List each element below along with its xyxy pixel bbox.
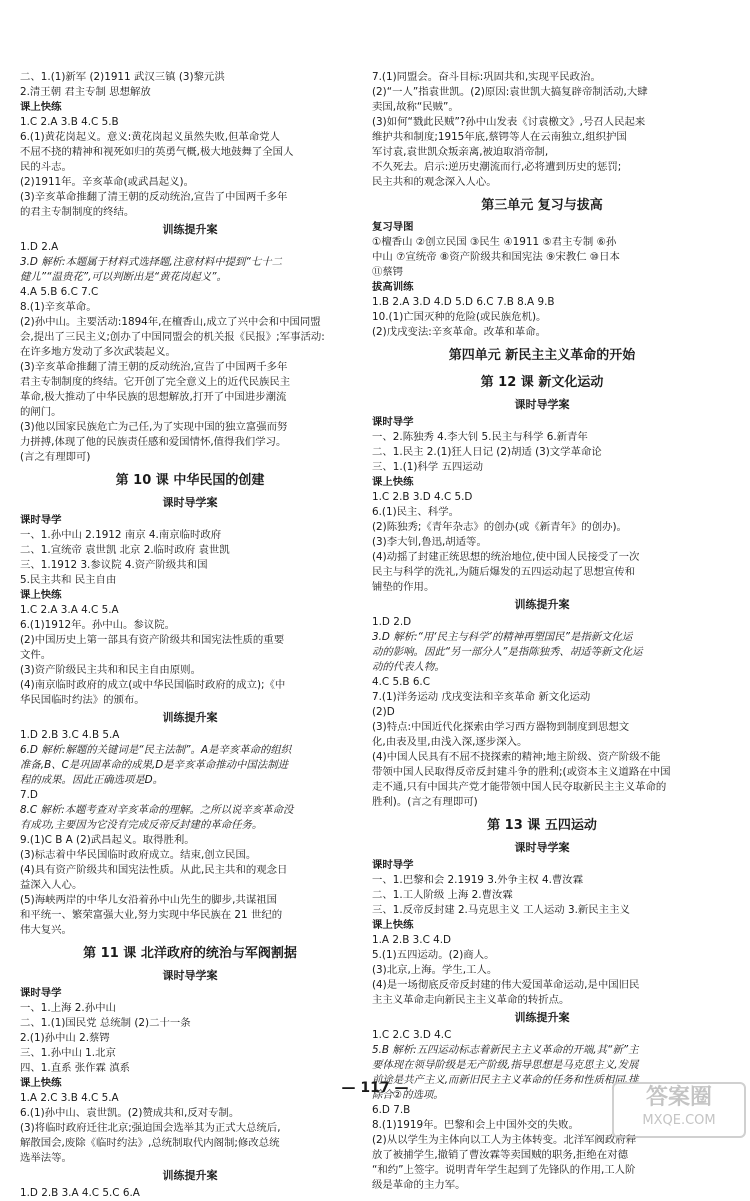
- text-line: 1.B 2.A 3.D 4.D 5.D 6.C 7.B 8.A 9.B: [372, 296, 555, 308]
- text-line: 4.A 5.B 6.C 7.C: [20, 286, 99, 298]
- analysis-line: 准备,B、C是巩固革命的成果,D是辛亥革命推动中国法制进: [20, 759, 288, 771]
- analysis-line: 要体现在领导阶级是无产阶级,指导思想是马克思主义,发展: [372, 1059, 639, 1071]
- text-line: 民的斗志。: [20, 161, 72, 173]
- section-label: 课时导学: [372, 416, 414, 428]
- text-line: 1.A 2.C 3.B 4.C 5.A: [20, 1092, 119, 1104]
- analysis-line: 3.D 解析:本题属于材料式选择题,注意材料中提到“七十二: [20, 256, 282, 268]
- text-line: 放了被捕学生,撤销了曹汝霖等卖国贼的职务,拒绝在对德: [372, 1149, 628, 1161]
- subsection-heading: 训练提升案: [162, 711, 218, 724]
- text-line: 7.D: [20, 789, 38, 801]
- text-line: (3)如何“戮此民贼”?孙中山发表《讨袁檄文》,号召人民起来: [372, 116, 646, 128]
- text-line: 三、1.反帝反封建 2.马克思主义 工人运动 3.新民主主义: [372, 904, 630, 916]
- text-line: (2)孙中山。主要活动:1894年,在檀香山,成立了兴中会和中国同盟: [20, 316, 321, 328]
- text-line: 二、1.工人阶级 上海 2.曹汝霖: [372, 889, 513, 901]
- text-line: 6.(1)民主、科学。: [372, 506, 459, 518]
- text-line: (言之有理即可): [20, 451, 91, 463]
- text-line: 1.C 2.C 3.D 4.C: [372, 1029, 452, 1041]
- text-line: 6.(1)1912年。孙中山。参议院。: [20, 619, 175, 631]
- analysis-line: 有成功,主要因为它没有完成反帝反封建的革命任务。: [20, 819, 263, 831]
- text-line: ①檀香山 ②创立民国 ③民生 ④1911 ⑤君主专制 ⑥孙: [372, 236, 617, 248]
- subsection-heading: 训练提升案: [162, 1169, 218, 1182]
- text-line: 一、1.巴黎和会 2.1919 3.外争主权 4.曹汝霖: [372, 874, 584, 886]
- lesson-heading: 第 10 课 中华民国的创建: [115, 473, 265, 488]
- text-line: (5)海峡两岸的中华儿女沿着孙中山先生的脚步,共谋祖国: [20, 894, 278, 906]
- text-line: 三、1.孙中山 1.北京: [20, 1047, 116, 1059]
- text-line: 不屈不挠的精神和视死如归的英勇气概,极大地鼓舞了全国人: [20, 146, 294, 158]
- text-line: 8.(1)辛亥革命。: [20, 301, 97, 313]
- text-line: 2.清王朝 君主专制 思想解放: [20, 86, 151, 98]
- watermark-logo: [612, 1082, 746, 1138]
- text-line: 二、1.(1)国民党 总统制 (2)二十一条: [20, 1017, 191, 1029]
- text-line: ⑪蔡锷: [372, 266, 404, 278]
- text-line: 1.D 2.B 3.C 4.B 5.A: [20, 729, 120, 741]
- analysis-line: 6.D 解析:解题的关键词是“民主法制”。A是辛亥革命的组织: [20, 744, 292, 756]
- subsection-heading: 课时导学案: [514, 398, 570, 411]
- text-line: (4)具有资产阶级共和国宪法性质。从此,民主共和的观念日: [20, 864, 288, 876]
- lesson-heading: 第 13 课 五四运动: [487, 818, 597, 833]
- text-line: 四、1.直系 张作霖 滇系: [20, 1062, 131, 1074]
- text-line: 和平统一、繁荣富强大业,努力实现中华民族在 21 世纪的: [20, 909, 283, 921]
- text-line: 1.A 2.B 3.C 4.D: [372, 934, 452, 946]
- right-column: [372, 70, 712, 1193]
- watermark-text: 答案圈: [645, 1085, 712, 1110]
- text-line: (3)北京,上海。学生,工人。: [372, 964, 498, 976]
- text-line: 文件。: [20, 649, 52, 661]
- text-line: 1.D 2.B 3.A 4.C 5.C 6.A: [20, 1187, 140, 1199]
- text-line: 三、1.1912 3.参议院 4.资产阶级共和国: [20, 559, 208, 571]
- text-line: 铺垫的作用。: [372, 581, 435, 593]
- lesson-heading: 第四单元 新民主主义革命的开始: [448, 348, 636, 363]
- text-line: 10.(1)亡国灭种的危险(或民族危机)。: [372, 311, 547, 323]
- text-line: 会,提出了三民主义;创办了中国同盟会的机关报《民报》;军事活动:: [20, 331, 325, 343]
- text-line: 主主义革命走向新民主主义革命的转折点。: [372, 994, 570, 1006]
- text-line: 二、1.民主 2.(1)狂人日记 (2)胡适 (3)文学革命论: [372, 446, 602, 458]
- analysis-line: 动的影响。因此“另一部分人”是指陈独秀、胡适等新文化运: [372, 646, 643, 658]
- subsection-heading: 训练提升案: [514, 1011, 570, 1024]
- text-line: 中山 ⑦宣统帝 ⑧资产阶级共和国宪法 ⑨宋教仁 ⑩日本: [372, 251, 620, 263]
- text-line: 革命,极大推动了中华民族的思想解放,打开了中国进步潮流: [20, 391, 287, 403]
- text-line: 军讨袁,袁世凯众叛亲离,被迫取消帝制,: [372, 146, 549, 158]
- text-line: 在许多地方发动了多次武装起义。: [20, 346, 176, 358]
- section-label: 课上快练: [372, 476, 414, 488]
- subsection-heading: 课时导学案: [162, 969, 218, 982]
- text-line: 一、2.陈独秀 4.李大钊 5.民主与科学 6.新青年: [372, 431, 588, 443]
- subsection-heading: 训练提升案: [162, 223, 218, 236]
- section-label: 拔高训练: [372, 281, 414, 293]
- text-line: (2)“一人”指袁世凯。(2)原因:袁世凯大搞复辟帝制活动,大肆: [372, 86, 648, 98]
- text-line: 7.(1)洋务运动 戊戌变法和辛亥革命 新文化运动: [372, 691, 591, 703]
- text-line: 9.(1)C B A (2)武昌起义。取得胜利。: [20, 834, 195, 846]
- text-line: 2.(1)孙中山 2.蔡锷: [20, 1032, 110, 1044]
- text-line: 力拼搏,体现了他的民族责任感和爱国情怀,值得我们学习。: [20, 436, 287, 448]
- text-line: 级是革命的主力军。: [372, 1179, 466, 1191]
- text-line: 一、1.上海 2.孙中山: [20, 1002, 116, 1014]
- text-line: 6.(1)黄花岗起义。意义:黄花岗起义虽然失败,但革命党人: [20, 131, 281, 143]
- text-line: (3)辛亥革命推翻了清王朝的反动统治,宣告了中国两千多年: [20, 361, 288, 373]
- section-label: 课上快练: [20, 1077, 62, 1089]
- section-label: 课上快练: [20, 589, 62, 601]
- text-line: 化,由表及里,由浅入深,逐步深入。: [372, 736, 528, 748]
- text-line: “和约”上签字。说明青年学生起到了先锋队的作用,工人阶: [372, 1164, 636, 1176]
- text-line: (3)李大钊,鲁迅,胡适等。: [372, 536, 487, 548]
- text-line: (4)动摇了封建正统思想的统治地位,使中国人民接受了一次: [372, 551, 640, 563]
- text-line: 伟大复兴。: [20, 924, 72, 936]
- text-line: (3)资产阶级民主共和和民主自由原则。: [20, 664, 201, 676]
- analysis-line: 5.B 解析:五四运动标志着新民主主义革命的开端,其“新”主: [372, 1044, 639, 1056]
- text-line: 1.C 2.A 3.A 4.C 5.A: [20, 604, 119, 616]
- text-line: 民主共和的观念深入人心。: [372, 176, 497, 188]
- text-line: 君主专制制度的终结。它开创了完全意义上的近代民族民主: [20, 376, 291, 388]
- analysis-line: 8.C 解析:本题考查对辛亥革命的理解。之所以说辛亥革命没: [20, 804, 294, 816]
- text-line: 华民国临时约法》的颁布。: [20, 694, 145, 706]
- text-line: 4.C 5.B 6.C: [372, 676, 430, 688]
- text-line: 益深入人心。: [20, 879, 83, 891]
- left-column: [20, 70, 360, 1201]
- text-line: 的闸门。: [20, 406, 62, 418]
- analysis-line: 程的成果。因此正确选项是D。: [20, 774, 164, 786]
- text-line: 1.C 2.A 3.B 4.C 5.B: [20, 116, 119, 128]
- analysis-line: 动的代表人物。: [372, 661, 445, 673]
- lesson-heading: 第 12 课 新文化运动: [480, 375, 604, 390]
- text-line: 的君主专制制度的终结。: [20, 206, 135, 218]
- text-line: (2)从以学生为主体向以工人为主体转变。北洋军阀政府释: [372, 1134, 637, 1146]
- text-line: 不久死去。启示:逆历史潮流而行,必将遭到历史的惩罚;: [372, 161, 622, 173]
- text-line: (3)特点:中国近代化探索由学习西方器物到制度到思想文: [372, 721, 630, 733]
- text-line: 胜利)。(言之有理即可): [372, 796, 478, 808]
- text-line: 5.民主共和 民主自由: [20, 574, 117, 586]
- text-line: (3)将临时政府迁往北京;强迫国会选举其为正式大总统后,: [20, 1122, 281, 1134]
- text-line: 8.(1)1919年。巴黎和会上中国外交的失败。: [372, 1119, 579, 1131]
- lesson-heading: 第 11 课 北洋政府的统治与军阀割据: [83, 946, 297, 961]
- text-line: 解散国会,废除《临时约法》,总统制取代内阁制;修改总统: [20, 1137, 280, 1149]
- subsection-heading: 训练提升案: [514, 598, 570, 611]
- text-line: 卖国,故称“民贼”。: [372, 101, 459, 113]
- text-line: 7.(1)同盟会。奋斗目标:巩固共和,实现平民政治。: [372, 71, 601, 83]
- section-label: 课时导学: [20, 987, 62, 999]
- section-label: 课上快练: [20, 101, 62, 113]
- subsection-heading: 课时导学案: [514, 841, 570, 854]
- text-line: 一、1.孙中山 2.1912 南京 4.南京临时政府: [20, 529, 222, 541]
- text-line: 带领中国人民取得反帝反封建斗争的胜利;(或资本主义道路在中国: [372, 766, 671, 778]
- text-line: (3)辛亥革命推翻了清王朝的反动统治,宣告了中国两千多年: [20, 191, 288, 203]
- text-line: 维护共和制度;1915年底,蔡锷等人在云南独立,组织护国: [372, 131, 627, 143]
- section-label: 复习导图: [372, 221, 414, 233]
- text-line: 5.(1)五四运动。(2)商人。: [372, 949, 495, 961]
- analysis-line: 3.D 解析:“用‘民主与科学’的精神再塑国民”是指新文化运: [372, 631, 633, 643]
- analysis-line: 前途是共产主义,而新旧民主主义革命的任务和性质相同,排: [372, 1074, 639, 1086]
- text-line: (2)D: [372, 706, 395, 718]
- text-line: 1.D 2.A: [20, 241, 59, 253]
- section-label: 课时导学: [372, 859, 414, 871]
- page-number: — 117 —: [341, 1080, 409, 1096]
- text-line: 民主与科学的洗礼,为随后爆发的五四运动起了思想宣传和: [372, 566, 636, 578]
- text-line: 1.C 2.B 3.D 4.C 5.D: [372, 491, 473, 503]
- text-line: 1.D 2.D: [372, 616, 412, 628]
- subsection-heading: 课时导学案: [162, 496, 218, 509]
- text-line: (3)他以国家民族危亡为己任,为了实现中国的独立富强而努: [20, 421, 288, 433]
- text-line: 选举法等。: [20, 1152, 72, 1164]
- text-line: 6.D 7.B: [372, 1104, 411, 1116]
- section-label: 课上快练: [372, 919, 414, 931]
- text-line: (4)中国人民具有不屈不挠探索的精神;地主阶级、资产阶级不能: [372, 751, 661, 763]
- section-label: 课时导学: [20, 514, 62, 526]
- text-line: (4)南京临时政府的成立(或中华民国临时政府的成立);《中: [20, 679, 286, 691]
- text-line: 三、1.(1)科学 五四运动: [372, 461, 484, 473]
- text-line: 二、1.宣统帝 袁世凯 北京 2.临时政府 袁世凯: [20, 544, 230, 556]
- text-line: (3)标志着中华民国临时政府成立。结束,创立民国。: [20, 849, 257, 861]
- text-line: 二、1.(1)新军 (2)1911 武汉三镇 (3)黎元洪: [20, 71, 225, 83]
- text-line: 走不通,只有中国共产党才能带领中国人民夺取新民主主义革命的: [372, 781, 667, 793]
- text-line: (2)戊戌变法:辛亥革命。改革和革命。: [372, 326, 547, 338]
- analysis-line: 健儿”“温贵花”,可以判断出是“黄花岗起义”。: [20, 271, 227, 283]
- text-line: (2)1911年。辛亥革命(或武昌起义)。: [20, 176, 194, 188]
- text-line: (2)陈独秀;《青年杂志》的创办(或《新青年》的创办)。: [372, 521, 627, 533]
- lesson-heading: 第三单元 复习与拔高: [481, 198, 603, 213]
- watermark-url: MXQE.COM: [642, 1113, 716, 1128]
- text-line: (2)中国历史上第一部具有资产阶级共和国宪法性质的重要: [20, 634, 285, 646]
- text-line: 6.(1)孙中山、袁世凯。(2)赞成共和,反对专制。: [20, 1107, 240, 1119]
- text-line: (4)是一场彻底反帝反封建的伟大爱国革命运动,是中国旧民: [372, 979, 640, 991]
- analysis-line: 除合②的选项。: [372, 1089, 444, 1101]
